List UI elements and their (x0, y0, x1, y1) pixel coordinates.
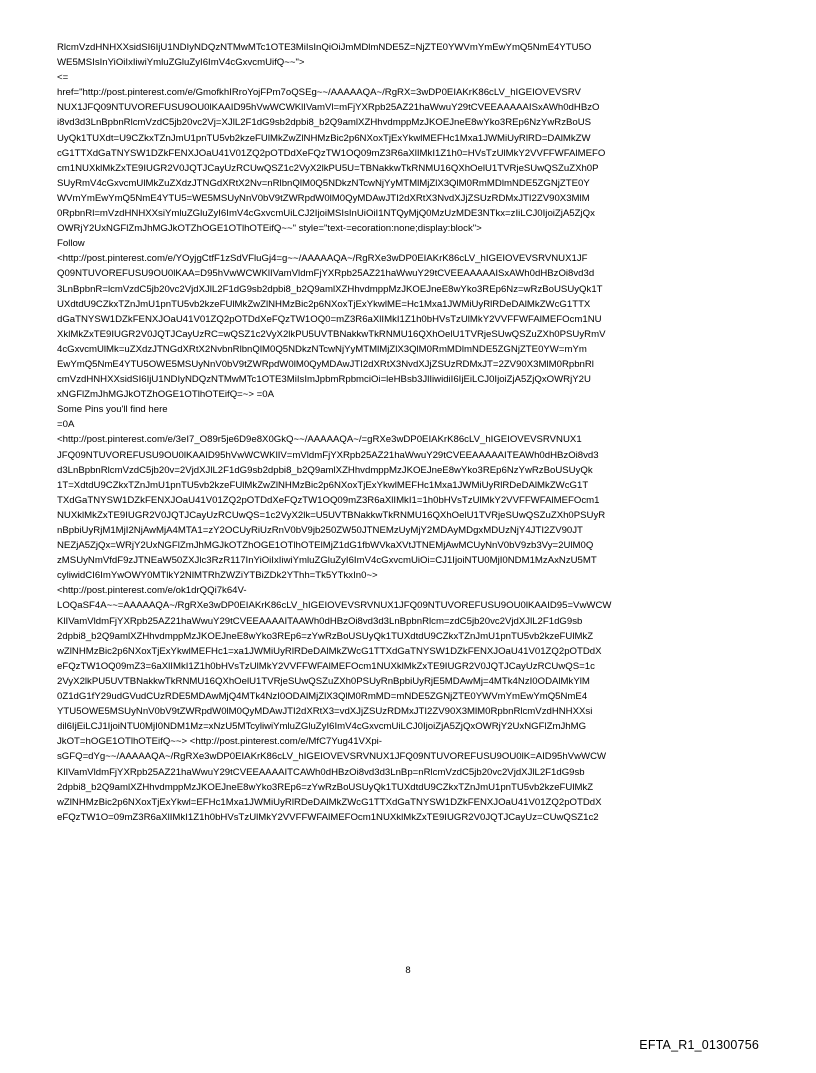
text-line: TXdGaTNYSW1DZkFENXJOaU41V01ZQ2pOTDdXeFQzTW1OQ09mZ3R6aXlIMkI1=1h0bHVsTzUlMkY2VVFFWFAlMEFOcm1 (57, 494, 600, 506)
text-line: RlcmVzdHNHXXsidSI6IjU1NDIyNDQzNTMwMTc1OTE3MiIsInQiOiJmMDlmNDE5Z=NjZTE0YWVmYmEwYmQ5NmE4YTU5O (57, 42, 592, 53)
text-line: XklMkZxTE9IUGR2V0JQTJCayUzRC=wQSZ1c2VyX2lkPU5UVTBNakkwTkRNMU16QXhOelU1TVRjeSUwQSZuZXh0PSUyRmV (57, 328, 606, 340)
text-line: Follow (57, 238, 85, 250)
text-line: xNGFlZmJhMGJkOTZhOGE1OTlhOTEifQ=~> =0A (57, 389, 274, 401)
text-line: cyliwidCI6ImYwOWY0MTlkY2NlMTRhZWZiYTBiZDk2YThh=Tk5YTkxIn0~> (57, 570, 378, 582)
text-line: eFQzTW1O=09mZ3R6aXlIMkI1Z1h0bHVsTzUlMkY2VVFFWFAlMEFOcm1NUXklMkZxTE9IUGR2V0JQTJCayUz=CUwQSZ1c2 (57, 811, 599, 823)
text-line: 3LnBpbnR=lcmVzdC5jb20vc2VjdXJlL2F1dG9sb2dpbi8_b2Q9amlXZHhvdmppMzJKOEJneE8wYko3REp6Nz=wRzBoUSUyQk1T (57, 283, 603, 295)
text-line: dil6IjEiLCJ1IjoiNTU0MjI0NDM1Mz=xNzU5MTcyliwiYmluZGluZyI6ImV4cGxvcmUiLCJ0IjoiZjA5ZjQxOWRjY2UxNGFlZmJhMG (57, 721, 587, 733)
text-line: 0Z1dG1fY29udGVudCUzRDE5MDAwMjQ4MTk4NzI0ODAlMjZlX3QlM0RmMD=mNDE5ZGNjZTE0YWVmYmEwYmQ5NmE4 (57, 691, 588, 703)
text-line: d3LnBpbnRlcmVzdC5jb20v=2VjdXJlL2F1dG9sb2dpbi8_b2Q9amlXZHhvdmppMzJKOEJneE8wYko3REp6NzYwRzBoUSUyQk (57, 464, 593, 476)
text-line: JkOT=hOGE1OTlhOTEifQ~~> <http://post.pinterest.com/e/MfC7Yug41VXpi- (57, 736, 383, 748)
text-line: LOQaSF4A~~=AAAAAQA~/RgRXe3wDP0EIAKrK86cLV_hIGEIOVEVSRVNUX1JFQ09NTUVOREFUSU9OU0lKAAID95=VwWCW (57, 600, 612, 612)
text-line: 4cGxvcmUlMk=uZXdzJTNGdXRtX2NvbnRlbnQlM0Q5NDkzNTcwNjYyMTMlMjZlX3QlM0RmMDlmNDE5ZGNjZTE0YW=mYm (57, 343, 587, 355)
text-line: 2dpbi8_b2Q9amlXZHhvdmppMzJKOEJneE8wYko3REp6=zYwRzBoUSUyQk1TUXdtdU9CZkxTZnJmU1pnTU5vb2kzeFUlMkZ (57, 630, 594, 642)
text-line: Q09NTUVOREFUSU9OU0lKAA=D95hVwWCWKlIVamVldmFjYXRpb25AZ21haWwuY29tCVEEAAAAAISxAWh0dHBzOi8vd3d (57, 268, 595, 280)
text-line: wZlNHMzBic2p6NXoxTjExYkwlMEFHc1=xa1JWMiUyRlRDeDAlMkZWcG1TTXdGaTNYSW1DZkFENXJOaU41V01ZQ2pOTDdX (57, 645, 602, 657)
text-line: i8vd3d3LnBpbnRlcmVzdC5jb20vc2Vj=XJlL2F1dG9sb2dpbi8_b2Q9amlXZHhvdmppMzJKOEJneE8wYko3REp6NzYwRzBoUS (57, 117, 592, 129)
text-line: KlIVamVldmFjYXRpb25AZ21haWwuY29tCVEEAAAAITCAWh0dHBzOi8vd3d3LnBp=nRlcmVzdC5jb20vc2VjdXJlL2F1dG9sb (57, 766, 585, 778)
text-line: YTU5OWE5MSUyNnV0bV9tZWRpdW0lM0QyMDAwJTI2dXRtX3=vdXJjZSUzRDMxJTI2ZV90X3MlM0RpbnRlcmVzdHNHXXsi (57, 706, 593, 718)
text-line: WE5MSIsInYiOiIxIiwiYmluZGluZyI6ImV4cGxvcmUifQ~~"> (57, 57, 305, 69)
text-line: 2dpbi8_b2Q9amlXZHhvdmppMzJKOEJneE8wYko3REp6=zYwRzBoUSUyQk1TUXdtdU9CZkxTZnJmU1pnTU5vb2kzeFUlMkZ (57, 781, 594, 793)
text-line: SUyRmV4cGxvcmUlMkZuZXdzJTNGdXRtX2Nv=nRlbnQlM0Q5NDkzNTcwNjYyMTMlMjZlX3QlM0RmMDlmNDE5ZGNjZTE0Y (57, 177, 590, 189)
text-line: OWRjY2UxNGFlZmJhMGJkOTZhOGE1OTlhOTEifQ~~" style="text-=ecoration:none;display:block"> (57, 223, 482, 235)
text-line: eFQzTW1OQ09mZ3=6aXlIMkI1Z1h0bHVsTzUlMkY2VVFFWFAlMEFOcm1NUXklMkZxTE9IUGR2V0JQTJCayUzRCUwQS=1c (57, 660, 595, 672)
text-line: wZlNHMzBic2p6NXoxTjExYkwl=EFHc1Mxa1JWMiUyRlRDeDAlMkZWcG1TTXdGaTNYSW1DZkFENXJOaU41V01ZQ2pOTDdX (57, 796, 602, 808)
text-line: cG1TTXdGaTNYSW1DZkFENXJOaU41V01ZQ2pOTDdXeFQzTW1OQ09mZ3R6aXlIMkI1Z1h0=HVsTzUlMkY2VVFFWFAlMEFO (57, 147, 606, 159)
text-line: WVmYmEwYmQ5NmE4YTU5=WE5MSUyNnV0bV9tZWRpdW0lM0QyMDAwJTI2dXRtX3NvdXJjZSUzRDMxJTI2ZV90X3MlM (57, 192, 590, 204)
text-line: NUX1JFQ09NTUVOREFUSU9OU0lKAAID95hVwWCWKlIVamVl=mFjYXRpb25AZ21haWwuY29tCVEEAAAAAISxAWh0dHBzO (57, 102, 600, 114)
text-line: <http://post.pinterest.com/e/ok1drQQi7k64V- (57, 585, 247, 597)
text-line: KlIVamVldmFjYXRpb25AZ21haWwuY29tCVEEAAAAITAAWh0dHBzOi8vd3d3LnBpbnRlcm=zdC5jb20vc2VjdXJlL2F1dG9sb (57, 615, 583, 627)
text-line: zMSUyNmVfdF9zJTNEaW50ZXJlc3RzR117InYiOiIxIiwiYmluZGluZyI6ImV4cGxvcmUiOi=CJ1IjoiNTU0MjI0NDM1MzAxNzU5MT (57, 555, 597, 567)
page-number: 8 (405, 965, 411, 976)
text-line: JFQ09NTUVOREFUSU9OU0lKAAID95hVwWCWKlIV=mVldmFjYXRpb25AZ21haWwuY29tCVEEAAAAAITEAWh0dHBzOi8vd3 (57, 449, 599, 461)
text-line: =0A (57, 419, 75, 431)
bates-number: EFTA_R1_01300756 (639, 1038, 759, 1052)
text-line: UyQk1TUXdt=U9CZkxTZnJmU1pnTU5vb2kzeFUlMkZwZlNHMzBic2p6NXoxTjExYkwlMEFHc1Mxa1JWMiUyRlRD=DAlMkZW (57, 132, 591, 144)
text-line: nBpbiUyRjM1MjI2NjAwMjA4MTA1=zY2OCUyRiUzRnV0bV9jb250ZW50JTNEMzUyMjY2MDAyMDgxMDUzNjY4JTI2ZV90JT (57, 525, 583, 536)
text-line: href="http://post.pinterest.com/e/GmofkhIRroYojFPm7oQSEg~~/AAAAAQA~/RgRX=3wDP0EIAKrK86cLV_hIGEIOVEVSRV (57, 87, 581, 99)
text-line: Some Pins you'll find here (57, 404, 168, 416)
document-body (57, 40, 765, 825)
text-line: 2VyX2lkPU5UVTBNakkwTkRNMU16QXhOelU1TVRjeSUwQSZuZXh0PSUyRnBpbiUyRjE5MDAwMj=4MTk4NzI0ODAlMkYlM (57, 675, 590, 687)
text-line: 0RpbnRl=mVzdHNHXXsiYmluZGluZyI6ImV4cGxvcmUiLCJ2IjoiMSIsInUiOiI1NTQyMjQ0MzUzMDE3NTkx=zIiLCJ0IjoiZjA5ZjQx (57, 208, 595, 220)
text-line: dGaTNYSW1DZkFENXJOaU41V01ZQ2pOTDdXeFQzTW1OQ0=mZ3R6aXlIMkI1Z1h0bHVsTzUlMkY2VVFFWFAlMEFOcm1NU (57, 313, 602, 325)
text-line: UXdtdU9CZkxTZnJmU1pnTU5vb2kzeFUlMkZwZlNHMzBic2p6NXoxTjExYkwlME=Hc1Mxa1JWMiUyRlRDeDAlMkZWcG1TTX (57, 298, 591, 310)
text-line: cm1NUXklMkZxTE9IUGR2V0JQTJCayUzRCUwQSZ1c2VyX2lkPU5U=TBNakkwTkRNMU16QXhOelU1TVRjeSUwQSZuZXh0P (57, 162, 599, 174)
text-line: <http://post.pinterest.com/e/YOyjgCtfF1zSdVFluGj4=g~~/AAAAAQA~/RgRXe3wDP0EIAKrK86cLV_hIGEIOVEVSRVNUX1JF (57, 253, 588, 265)
text-line: cmVzdHNHXXsidSI6IjU1NDIyNDQzNTMwMTc1OTE3MiIsImJpbmRpbmciOi=leHBsb3JlIiwidiI6IjEiLCJ0IjoiZjA5ZjQxOWRjY2U (57, 374, 591, 386)
text-line: sGFQ=dYg~~/AAAAAQA~/RgRXe3wDP0EIAKrK86cLV_hIGEIOVEVSRVNUX1JFQ09NTUVOREFUSU9OU0lK=AID95hVwWCW (57, 751, 607, 763)
text-line: NEZjA5ZjQx=WRjY2UxNGFlZmJhMGJkOTZhOGE1OTlhOTElMjZ1dG1fbWVkaXVtJTNEMjAwMCUyNnV0bV9zb3Vy=2UlM0Q (57, 540, 594, 552)
text-line: <= (57, 72, 69, 84)
text-line: NUXklMkZxTE9IUGR2V0JQTJCayUzRCUwQS=1c2VyX2lk=U5UVTBNakkwTkRNMU16QXhOelU1TVRjeSUwQSZuZXh0PSUyR (57, 509, 606, 521)
text-line: <http://post.pinterest.com/e/3eI7_O89r5je6D9e8X0GkQ~~/AAAAAQA~/=gRXe3wDP0EIAKrK86cLV_hIGEIOVEVSRVNUX1 (57, 434, 582, 446)
text-line: 1T=XdtdU9CZkxTZnJmU1pnTU5vb2kzeFUlMkZwZlNHMzBic2p6NXoxTjExYkwlMEFHc1Mxa1JWMiUyRlRDeDAlMkZWcG1T (57, 479, 589, 491)
text-line: EwYmQ5NmE4YTU5OWE5MSUyNnV0bV9tZWRpdW0lM0QyMDAwJTI2dXRtX3NvdXJjZSUzRDMxJT=2ZV90X3MlM0RpbnRl (57, 358, 594, 370)
